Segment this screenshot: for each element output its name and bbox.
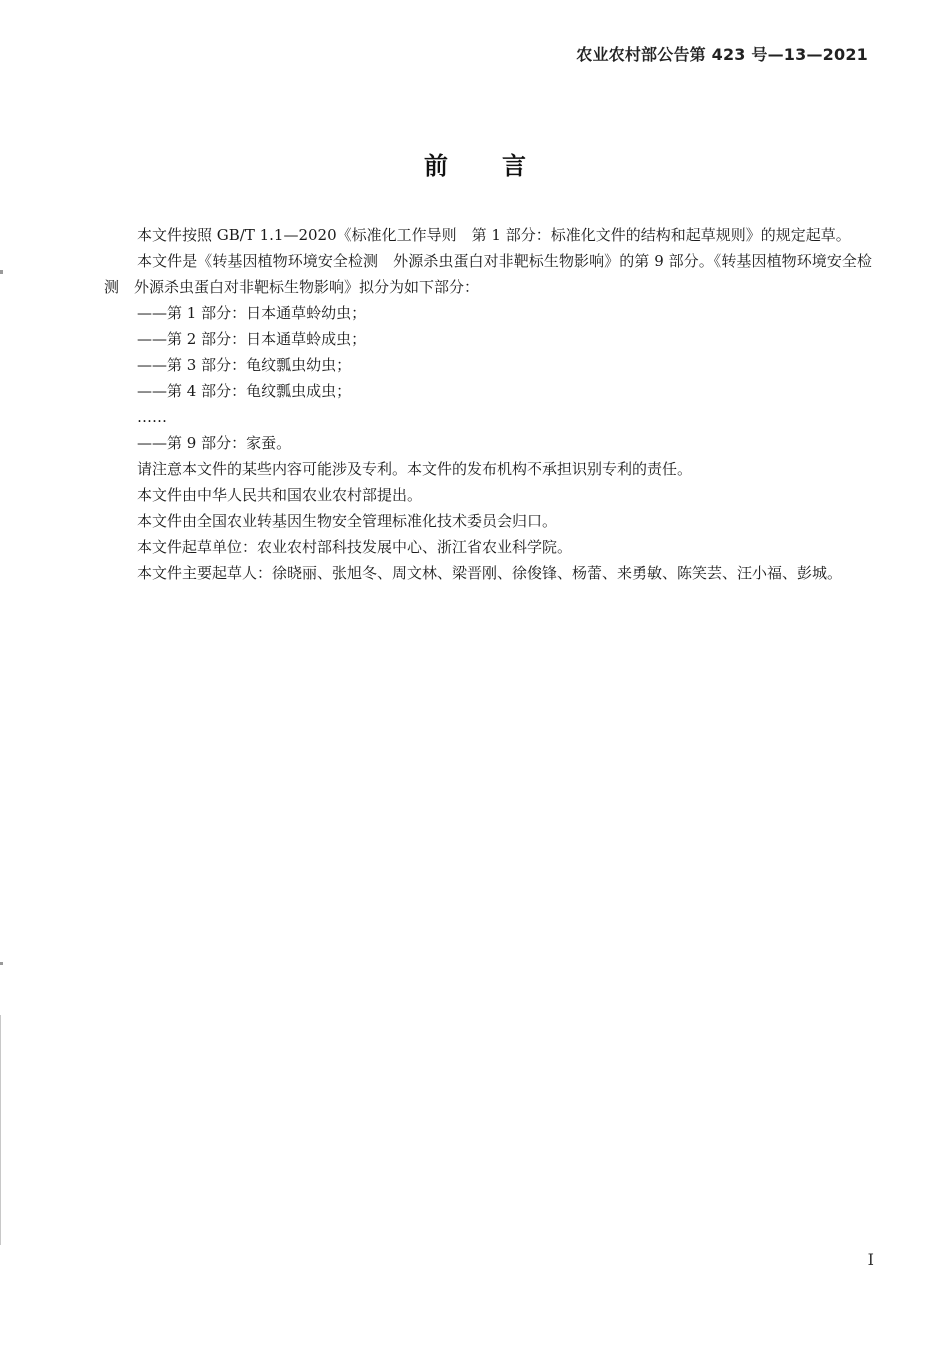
paragraph: 请注意本文件的某些内容可能涉及专利。本文件的发布机构不承担识别专利的责任。 bbox=[137, 460, 693, 478]
paragraph: 本文件主要起草人：徐晓丽、张旭冬、周文林、梁晋刚、徐俊锋、杨蕾、来勇敏、陈笑芸、汪小福、彭城。 bbox=[137, 564, 843, 582]
paragraph: 本文件是《转基因植物环境安全检测 外源杀虫蛋白对非靶标生物影响》的第 9 部分。《转基因植物环境安全检测 外源杀虫蛋白对非靶标生物影响》拟分为如下部分： bbox=[104, 252, 872, 296]
paragraph: 本文件起草单位：农业农村部科技发展中心、浙江省农业科学院。 bbox=[137, 538, 573, 556]
paragraph: 本文件按照 GB/T 1.1—2020《标准化工作导则 第 1 部分：标准化文件的结构和起草规则》的规定起草。 bbox=[137, 226, 851, 244]
list-item: …… bbox=[137, 408, 167, 426]
scan-edge-mark bbox=[0, 962, 3, 965]
list-item: ——第 1 部分：日本通草蛉幼虫； bbox=[137, 304, 367, 322]
scan-edge-line bbox=[0, 1015, 1, 1245]
scan-edge-mark bbox=[0, 270, 3, 274]
paragraph: 本文件由中华人民共和国农业农村部提出。 bbox=[137, 486, 423, 504]
list-item: ——第 4 部分：龟纹瓢虫成虫； bbox=[137, 382, 352, 400]
page-title: 前言 bbox=[424, 152, 580, 180]
paragraph: 本文件由全国农业转基因生物安全管理标准化技术委员会归口。 bbox=[137, 512, 558, 530]
page-number: I bbox=[867, 1250, 874, 1269]
list-item: ——第 2 部分：日本通草蛉成虫； bbox=[137, 330, 367, 348]
document-code: 农业农村部公告第 423 号—13—2021 bbox=[576, 45, 868, 64]
list-item: ——第 9 部分：家蚕。 bbox=[137, 434, 292, 452]
foreword-body bbox=[104, 222, 872, 586]
list-item: ——第 3 部分：龟纹瓢虫幼虫； bbox=[137, 356, 352, 374]
